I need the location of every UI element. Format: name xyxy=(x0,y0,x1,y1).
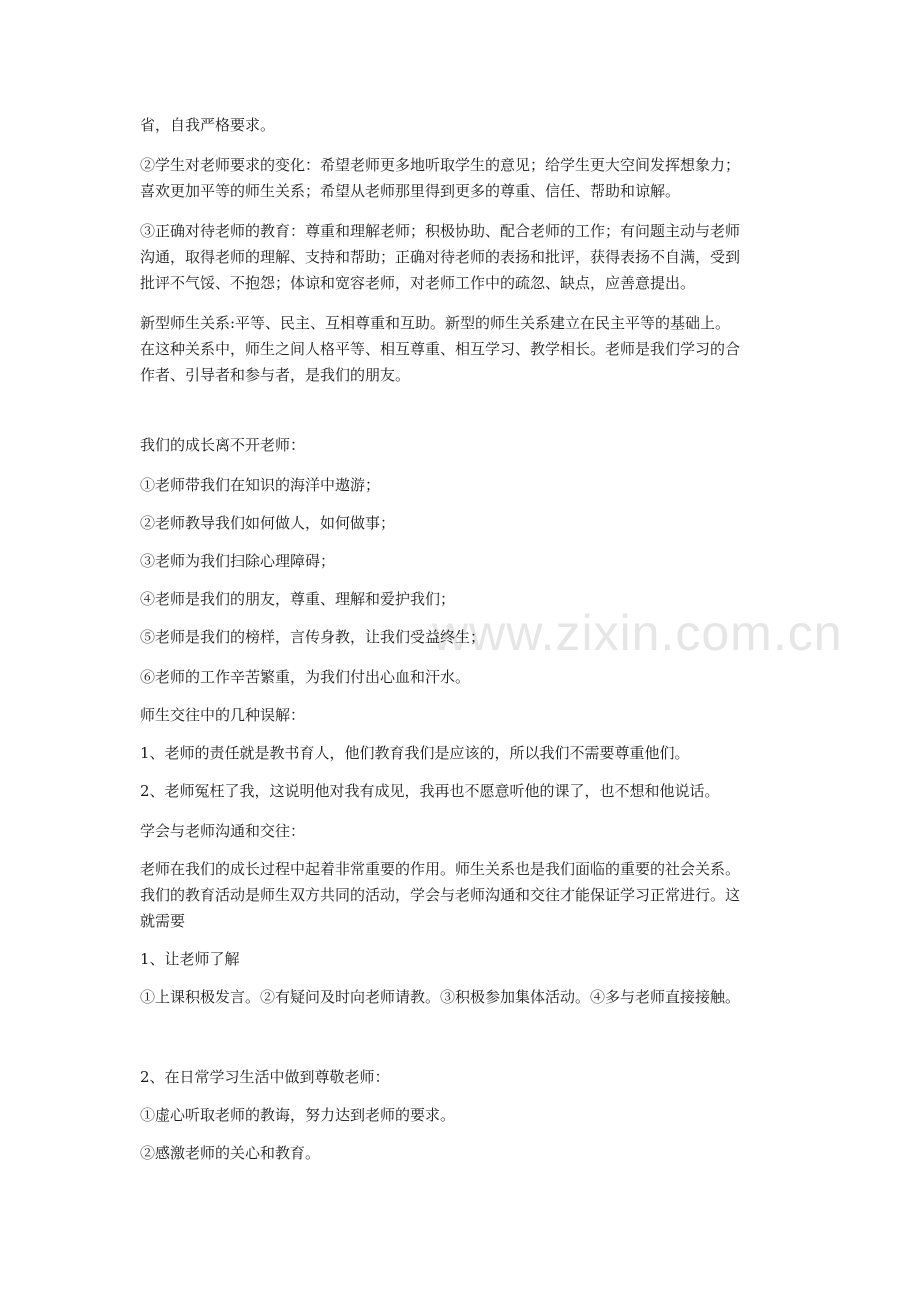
text-line: ②老师教导我们如何做人，如何做事； xyxy=(140,514,396,532)
text-line: 学会与老师沟通和交往： xyxy=(140,822,306,840)
text-line: 批评不气馁、不抱怨；体谅和宽容老师，对老师工作中的疏忽、缺点，应善意提出。 xyxy=(140,274,696,292)
text-line: ②学生对老师要求的变化：希望老师更多地听取学生的意见；给学生更大空间发挥想象力； xyxy=(140,156,741,174)
text-line: 1、让老师了解 xyxy=(140,950,240,968)
paragraph xyxy=(140,218,790,296)
paragraph xyxy=(140,548,790,574)
paragraph xyxy=(140,946,790,972)
paragraph xyxy=(140,818,790,844)
text-line: ②感激老师的关心和教育。 xyxy=(140,1144,321,1162)
text-line: 省，自我严格要求。 xyxy=(140,116,276,134)
text-line: 1、老师的责任就是教书育人，他们教育我们是应该的，所以我们不需要尊重他们。 xyxy=(140,744,690,762)
paragraph xyxy=(140,624,790,650)
paragraph xyxy=(140,310,790,388)
text-line: 喜欢更加平等的师生关系；希望从老师那里得到更多的尊重、信任、帮助和谅解。 xyxy=(140,182,681,200)
text-line: 师生交往中的几种误解： xyxy=(140,706,306,724)
text-line: 作者、引导者和参与者，是我们的朋友。 xyxy=(140,366,411,384)
watermark: www.zixin.com.cn xyxy=(432,605,843,661)
paragraph xyxy=(140,778,790,804)
paragraph xyxy=(140,152,790,204)
text-line: 我们的成长离不开老师： xyxy=(140,436,306,454)
paragraph xyxy=(140,1140,790,1166)
paragraph xyxy=(140,664,790,690)
paragraph xyxy=(140,740,790,766)
paragraph xyxy=(140,432,790,458)
text-line: ③正确对待老师的教育：尊重和理解老师；积极协助、配合老师的工作；有问题主动与老师 xyxy=(140,222,741,240)
text-line: ①老师带我们在知识的海洋中遨游； xyxy=(140,476,381,494)
text-line: ⑤老师是我们的榜样，言传身教，让我们受益终生； xyxy=(140,628,486,646)
text-line: 我们的教育活动是师生双方共同的活动，学会与老师沟通和交往才能保证学习正常进行。这 xyxy=(140,886,741,904)
text-line: 沟通，取得老师的理解、支持和帮助；正确对待老师的表扬和批评，获得表扬不自满，受到 xyxy=(140,248,741,266)
paragraph xyxy=(140,1064,790,1090)
paragraph xyxy=(140,856,790,934)
text-line: ①上课积极发言。②有疑问及时向老师请教。③积极参加集体活动。④多与老师直接接触。 xyxy=(140,988,741,1006)
text-line: 2、在日常学习生活中做到尊敬老师： xyxy=(140,1068,390,1086)
text-line: ④老师是我们的朋友，尊重、理解和爱护我们； xyxy=(140,590,456,608)
paragraph xyxy=(140,702,790,728)
text-line: 在这种关系中，师生之间人格平等、相互尊重、相互学习、教学相长。老师是我们学习的合 xyxy=(140,340,741,358)
paragraph xyxy=(140,472,790,498)
paragraph xyxy=(140,984,790,1010)
text-line: 2、老师冤枉了我，这说明他对我有成见，我再也不愿意听他的课了，也不想和他说话。 xyxy=(140,782,720,800)
text-line: ①虚心听取老师的教诲，努力达到老师的要求。 xyxy=(140,1106,456,1124)
paragraph xyxy=(140,510,790,536)
paragraph xyxy=(140,586,790,612)
text-line: ③老师为我们扫除心理障碍； xyxy=(140,552,336,570)
text-line: 新型师生关系:平等、民主、互相尊重和互助。新型的师生关系建立在民主平等的基础上。 xyxy=(140,314,731,332)
paragraph xyxy=(140,112,790,138)
text-line: 老师在我们的成长过程中起着非常重要的作用。师生关系也是我们面临的重要的社会关系。 xyxy=(140,860,741,878)
paragraph xyxy=(140,1102,790,1128)
text-line: ⑥老师的工作辛苦繁重，为我们付出心血和汗水。 xyxy=(140,668,471,686)
text-line: 就需要 xyxy=(140,912,186,930)
